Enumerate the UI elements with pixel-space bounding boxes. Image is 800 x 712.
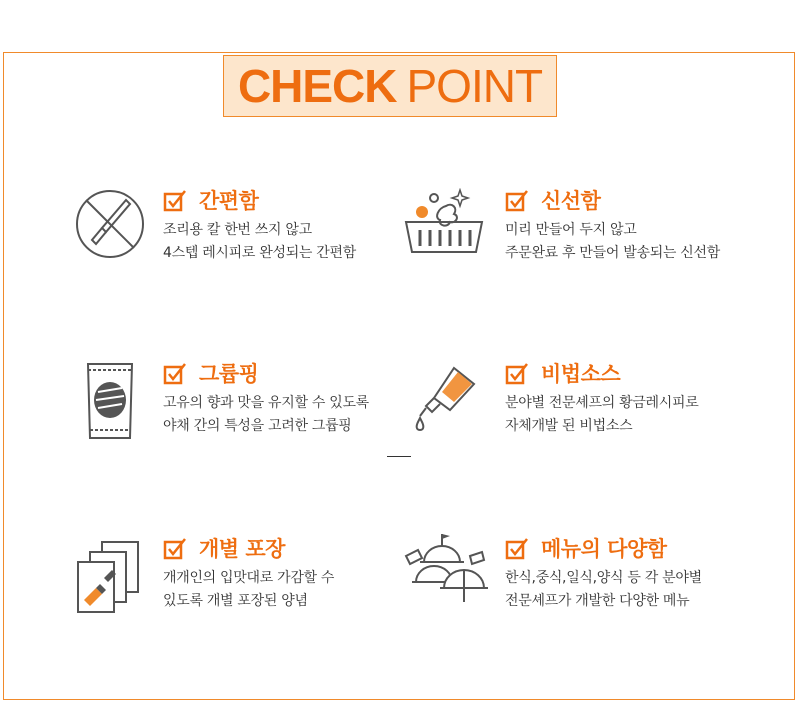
feature-label: 개별 포장	[199, 537, 285, 561]
feature-label: 간편함	[199, 189, 259, 213]
feature-description: 미리 만들어 두지 않고 주문완료 후 만들어 발송되는 신선함	[505, 222, 720, 261]
check-point-title	[223, 55, 557, 117]
feature-label: 그륩핑	[199, 362, 259, 386]
checkbox-check-icon	[505, 361, 529, 385]
feature-description: 개개인의 입맛대로 가감할 수 있도록 개별 포장된 양념	[163, 570, 335, 609]
feature-label: 비법소스	[541, 362, 621, 386]
fresh-basket-icon	[400, 188, 488, 262]
checkbox-check-icon	[163, 536, 187, 560]
title-bold-word: CHECK	[237, 60, 397, 112]
checkbox-check-icon	[163, 188, 187, 212]
grouping-pack-icon	[84, 362, 136, 440]
feature-label: 메뉴의 다양함	[541, 537, 667, 561]
checkbox-check-icon	[505, 536, 529, 560]
seasoning-packets-icon	[76, 538, 142, 616]
feature-description: 분야별 전문셰프의 황금레시피로 자체개발 된 비법소스	[505, 395, 699, 434]
no-knife-icon	[72, 186, 148, 262]
title-light-word: POINT	[406, 60, 543, 112]
sauce-bottle-icon	[410, 364, 480, 436]
feature-description: 고유의 향과 맛을 유지할 수 있도록 야채 간의 특성을 고려한 그륩핑	[163, 395, 369, 434]
cloche-dishes-icon	[404, 528, 490, 608]
checkbox-check-icon	[505, 188, 529, 212]
feature-label: 신선함	[541, 189, 601, 213]
checkbox-check-icon	[163, 361, 187, 385]
feature-description: 한식,중식,일식,양식 등 각 분야별 전문셰프가 개발한 다양한 메뉴	[505, 570, 702, 609]
feature-description: 조리용 칼 한번 쓰지 않고 4스텝 레시피로 완성되는 간편함	[163, 222, 356, 261]
divider	[387, 456, 411, 457]
